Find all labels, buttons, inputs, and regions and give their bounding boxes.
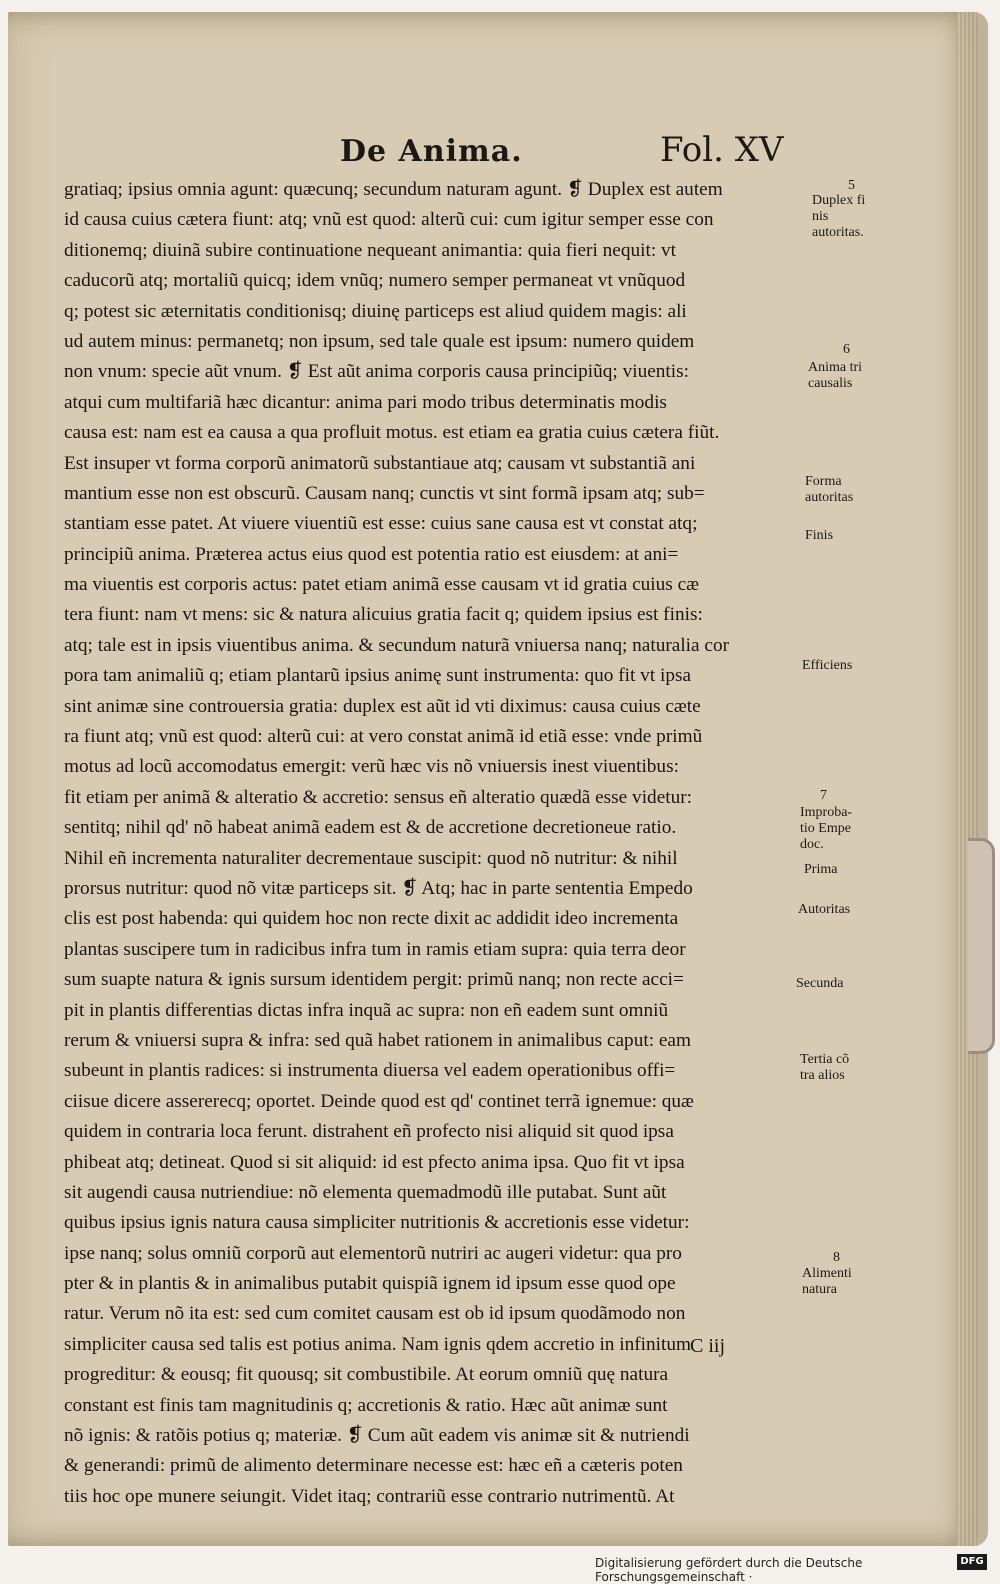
text-line: atqui cum multifariã hæc dicantur: anima pari modo tribus determinatis modis — [64, 391, 667, 413]
text-line: sentitq; nihil qd' nõ habeat animã eadem est & de accretione decretioneue ratio. — [64, 817, 677, 839]
text-line: ud autem minus: permanetq; non ipsum, sed tale quale est ipsum: numero quidem — [64, 330, 695, 352]
text-line: ciisue dicere assererecq; oportet. Deinde quod est qd' continet terrã ignemue: quæ — [64, 1090, 694, 1112]
digitization-credit: Digitalisierung gefördert durch die Deutsche Forschungsgemeinschaft · — [595, 1556, 863, 1584]
text-line: subeunt in plantis radices: si instrumenta diuersa vel eadem operationibus offi= — [64, 1060, 676, 1082]
margin-note: Prima — [804, 862, 838, 877]
text-line: phibeat atq; detineat. Quod si sit aliquid: id est pfecto anima ipsa. Quo fit vt ipsa — [64, 1151, 685, 1173]
text-line: ma viuentis est corporis actus: patet etiam animã esse causam vt id gratia cuius cæ — [64, 574, 700, 596]
margin-number: 7 — [820, 788, 827, 803]
text-line: nõ ignis: & ratõis potius q; materiæ. ❡ Cum aũt eadem vis animæ sit & nutriendi — [64, 1425, 690, 1447]
text-line: non vnum: specie aũt vnum. ❡ Est aũt anima corporis causa principiũq; viuentis: — [64, 361, 689, 383]
text-line: clis est post habenda: qui quidem hoc non recte dixit ac addidit ideo incrementa — [64, 908, 679, 930]
text-line: fit etiam per animã & alteratio & accretio: sensus eñ alteratio quædã esse videtur: — [64, 786, 693, 808]
margin-note: Finis — [805, 528, 834, 543]
text-line: quidem in contraria loca ferunt. distrahent eñ profecto nisi aliquid sit quod ipsa — [64, 1121, 674, 1143]
margin-number: 8 — [833, 1250, 840, 1265]
running-title: De Anima. — [340, 134, 523, 169]
text-line: pora tam animaliũ q; etiam plantarũ ipsius animę sunt instrumenta: quo fit vt ipsa — [64, 665, 692, 687]
text-line: progreditur: & eousq; fit quousq; sit combustibile. At eorum omniũ quę natura — [64, 1364, 669, 1386]
text-line: caducorũ atq; mortaliũ quicq; idem vnũq; numero semper permaneat vt vnũquod — [64, 270, 686, 292]
main-text-block — [64, 175, 804, 1512]
margin-number: 6 — [843, 342, 850, 357]
text-line: sit augendi causa nutriendiue: nõ elementa quemadmodũ ille putabat. Sunt aũt — [64, 1181, 667, 1203]
margin-note: Tertia cõ tra alios — [800, 1052, 850, 1083]
margin-note: Improba- tio Empe doc. — [800, 805, 853, 852]
text-line: id causa cuius cætera fiunt: atq; vnũ est quod: alterũ cui: cum igitur semper esse con — [64, 209, 714, 231]
text-line: ra fiunt atq; vnũ est quod: alterũ cui: at vero constat animã id etiã esse: vnde primũ — [64, 726, 703, 748]
text-line: ratur. Verum nõ ita est: sed cum comitet causam est ob id ipsum quodãmodo non — [64, 1303, 686, 1325]
text-line: gratiaq; ipsius omnia agunt: quæcunq; secundum naturam agunt. ❡ Duplex est autem — [64, 179, 723, 200]
page-edge — [956, 12, 978, 1546]
text-line: principiũ anima. Præterea actus eius quod est potentia ratio est eiusdem: at ani= — [64, 543, 679, 565]
text-line: atq; tale est in ipsis viuentibus anima. & secundum naturã vniuersa nanq; naturalia cor — [64, 634, 730, 656]
text-line: q; potest sic æternitatis conditionisq; diuinę particeps est aliud quidem magis: ali — [64, 300, 687, 322]
text-line: mantium esse non est obscurũ. Causam nanq; cunctis vt sint formã ipsam atq; sub= — [64, 482, 705, 504]
margin-note: Duplex fi nis autoritas. — [812, 193, 866, 240]
text-line: constant est finis tam magnitudinis q; accretionis & ratio. Hæc aũt animæ sunt — [64, 1394, 668, 1416]
text-line: Nihil eñ incrementa naturaliter decrementaue suscipit: quod nõ nutritur: & nihil — [64, 847, 678, 869]
text-line: rerum & vniuersi supra & infra: sed quã habet rationem in animalibus caput: eam — [64, 1029, 691, 1051]
margin-note: Efficiens — [802, 658, 853, 673]
text-line: tera fiunt: nam vt mens: sic & natura alicuius gratia facit q; quidem ipsius est finis: — [64, 604, 703, 626]
text-line: tiis hoc ope munere seiungit. Videt itaq; contrariũ esse contrario nutrimentũ. At — [64, 1485, 675, 1507]
margin-note: Autoritas — [798, 902, 851, 917]
text-line: & generandi: primũ de alimento determinare necesse est: hæc eñ a cæteris poten — [64, 1455, 683, 1477]
dfg-logo: DFG — [957, 1554, 987, 1570]
text-line: Est insuper vt forma corporũ animatorũ substantiaue atq; causam vt substantiã ani — [64, 452, 696, 474]
text-line: plantas suscipere tum in radicibus infra tum in ramis etiam supra: quia terra deor — [64, 938, 686, 960]
text-line: sum suapte natura & ignis sursum identidem pergit: primũ nanq; non recte acci= — [64, 969, 684, 991]
text-line: ipse nanq; solus omniũ corporũ aut elementorũ nutriri ac augeri videtur: qua pro — [64, 1242, 682, 1264]
margin-note: Forma autoritas — [805, 474, 854, 505]
folio-number: Fol. XV — [660, 130, 784, 170]
text-line: causa est: nam est ea causa a qua profluit motus. est etiam ea gratia cuius cætera fiũt. — [64, 422, 720, 444]
text-line: ditionemq; diuinã subire continuatione nequeant animantia: quia fieri nequit: vt — [64, 239, 677, 261]
signature-mark: C iij — [690, 1335, 726, 1357]
book-clasp-tab — [968, 838, 995, 1054]
text-line: motus ad locũ accomodatus emergit: verũ hæc vis nõ vniuersis inest viuentibus: — [64, 756, 679, 778]
text-line: pit in plantis differentias dictas infra inquã ac supra: non eñ eadem sunt omniũ — [64, 999, 669, 1021]
text-line: prorsus nutritur: quod nõ vitæ particeps sit. ❡ Atq; hac in parte sententia Empedo — [64, 877, 693, 899]
margin-note: Secunda — [796, 976, 844, 991]
text-line: simpliciter causa sed talis est potius anima. Nam ignis qdem accretio in infinitum — [64, 1333, 692, 1355]
margin-note: Alimenti natura — [802, 1266, 852, 1297]
text-line: sint animæ sine controuersia gratia: duplex est aũt id vti diximus: causa cuius cæte — [64, 695, 701, 717]
margin-number: 5 — [848, 178, 855, 193]
text-line: stantiam esse patet. At viuere viuentiũ est esse: cuius sane causa est vt constat atq; — [64, 513, 698, 535]
margin-note: Anima tri causalis — [808, 360, 863, 391]
text-line: quibus ipsius ignis natura causa simpliciter nutritionis & accretionis esse videtur: — [64, 1212, 690, 1234]
text-line: pter & in plantis & in animalibus putabit quispiã ignem id ipsum esse quod ope — [64, 1273, 676, 1295]
